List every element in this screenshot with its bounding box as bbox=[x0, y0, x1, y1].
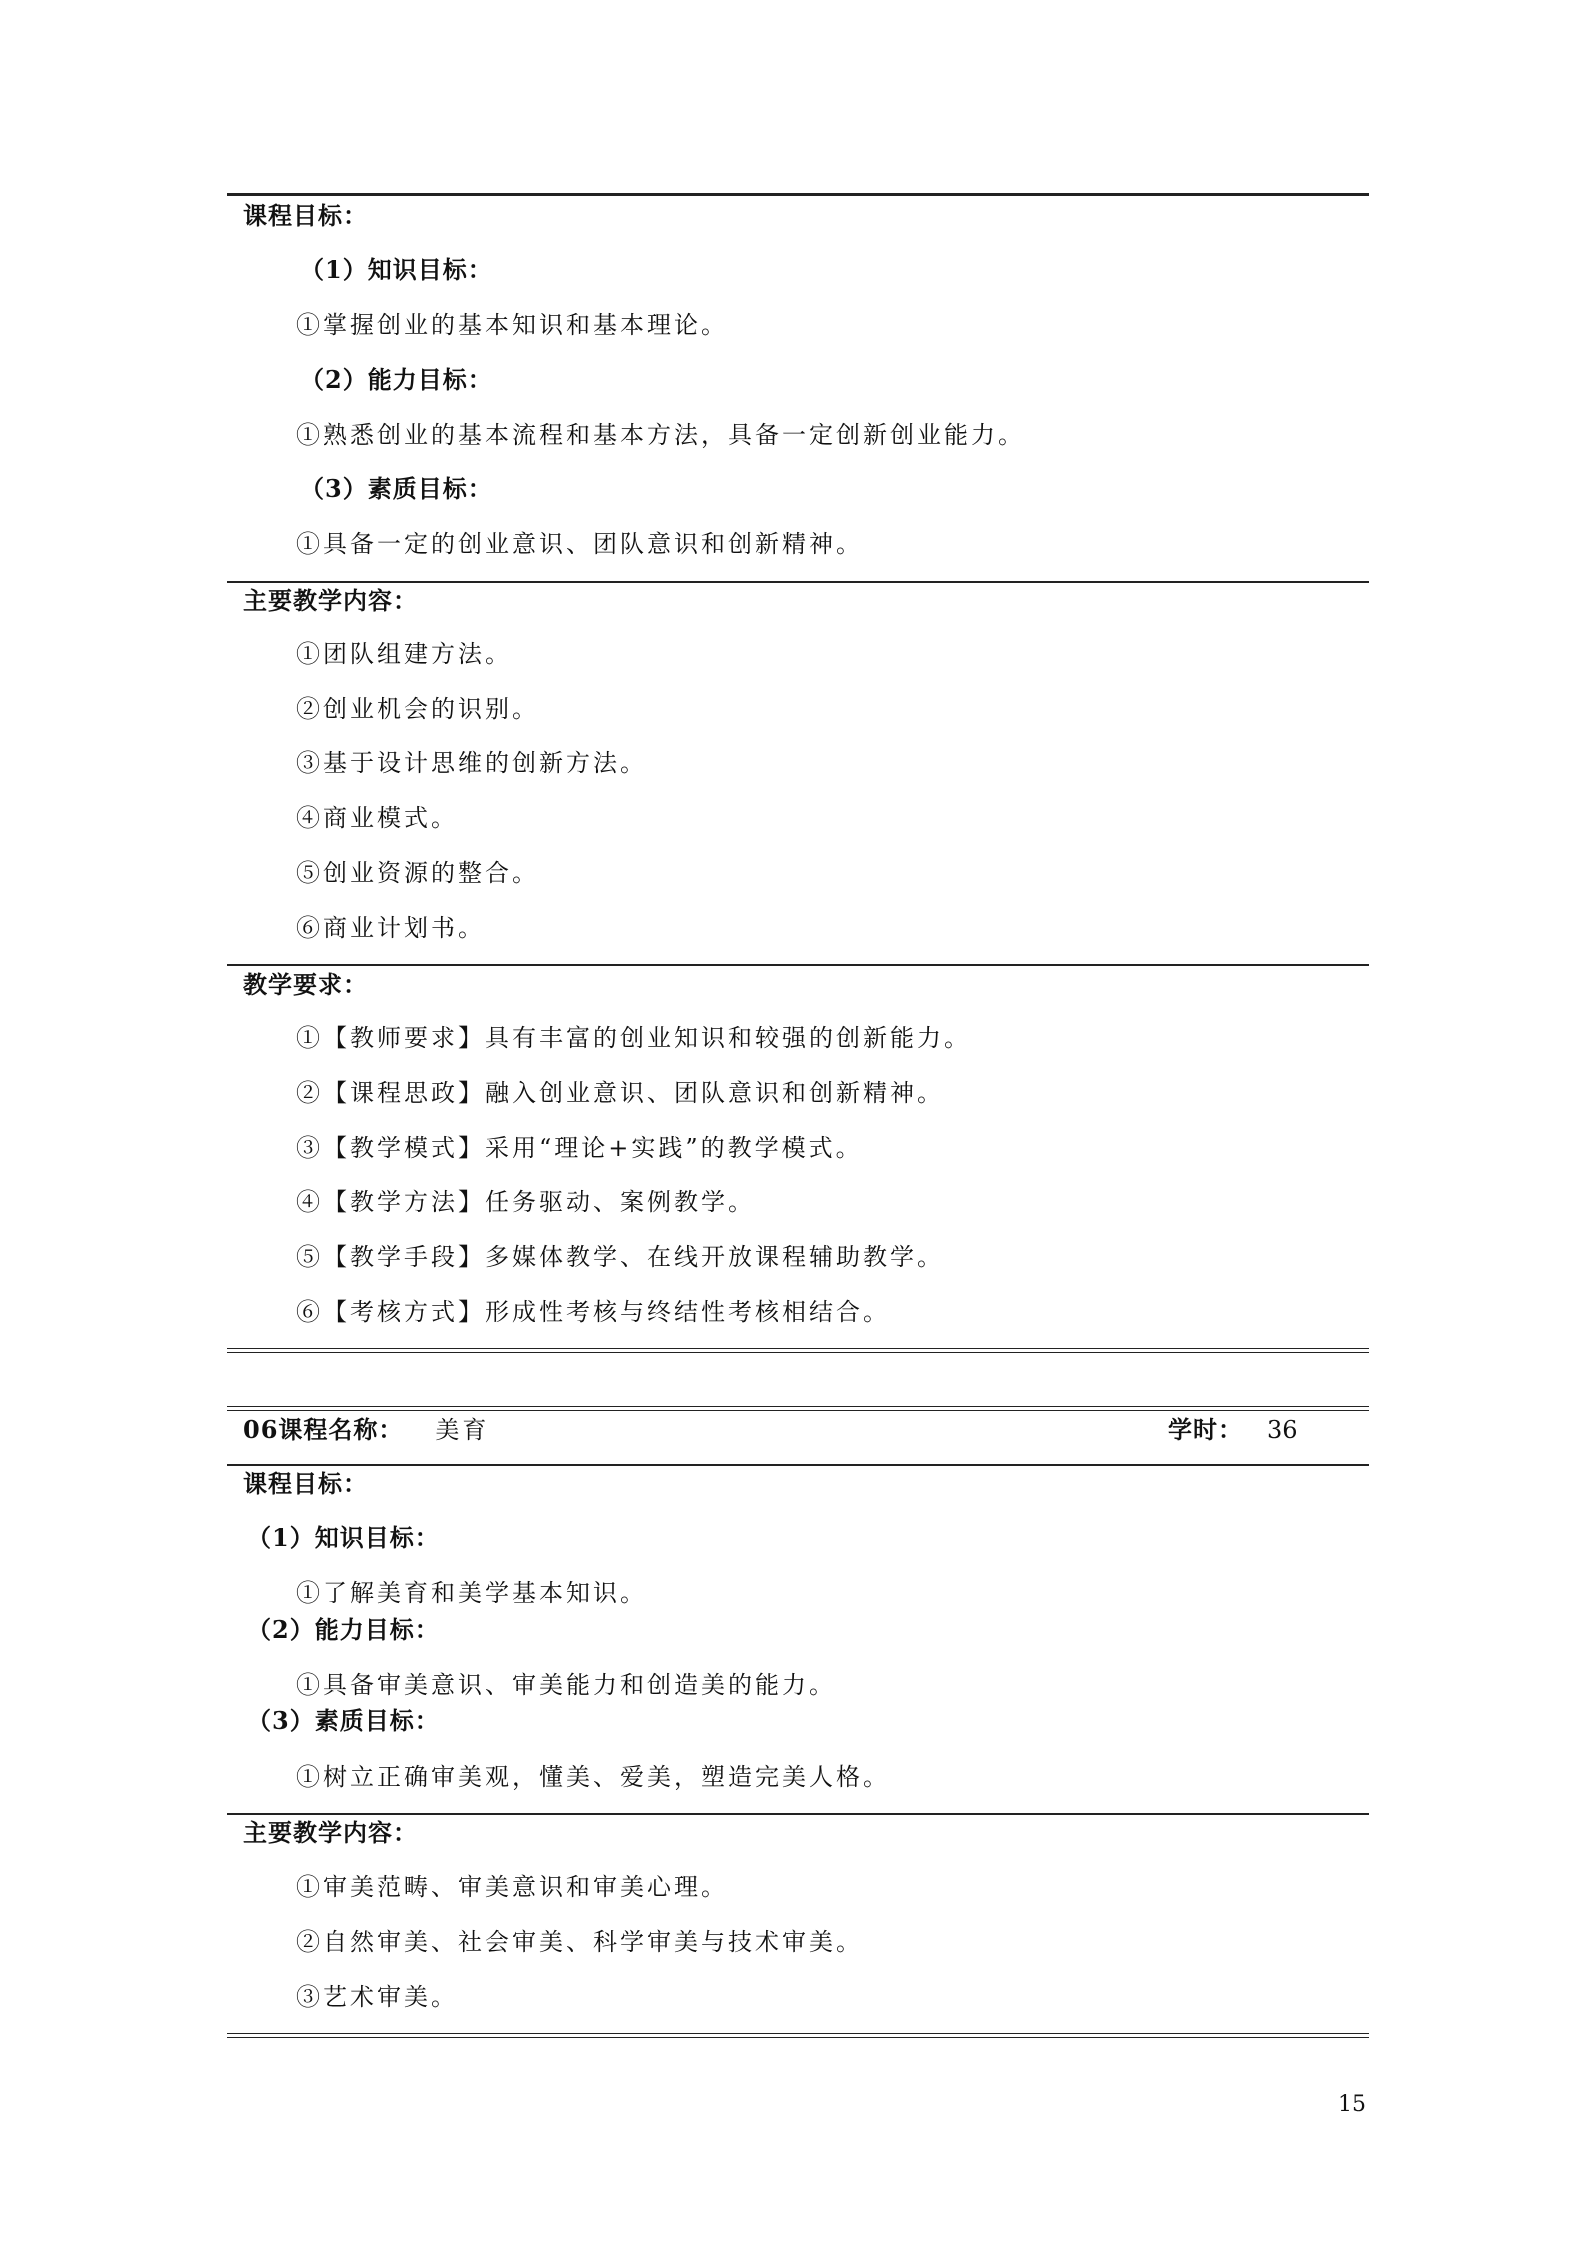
section-end-rule bbox=[227, 1348, 1369, 1353]
list-item: ③基于设计思维的创新方法。 bbox=[296, 749, 647, 777]
list-item: ④商业模式。 bbox=[296, 804, 458, 832]
course-hours bbox=[1168, 1413, 1298, 1447]
list-item: ①审美范畴、审美意识和审美心理。 bbox=[296, 1873, 728, 1901]
list-item: ①团队组建方法。 bbox=[296, 640, 512, 668]
quality-goal-label: （3）素质目标： bbox=[300, 474, 493, 503]
goals-header: 课程目标： bbox=[243, 201, 368, 230]
page-number: 15 bbox=[1338, 2092, 1366, 2117]
top-rule bbox=[227, 193, 1369, 196]
list-item: ③艺术审美。 bbox=[296, 1983, 458, 2011]
divider bbox=[227, 1813, 1369, 1815]
hours-value: 36 bbox=[1267, 1416, 1298, 1444]
content-header: 主要教学内容： bbox=[243, 1818, 418, 1847]
knowledge-goal-label: （1）知识目标： bbox=[300, 255, 493, 284]
knowledge-goal-item: ①了解美育和美学基本知识。 bbox=[296, 1579, 647, 1607]
list-item: ②【课程思政】融入创业意识、团队意识和创新精神。 bbox=[296, 1079, 944, 1107]
list-item: ⑥【考核方式】形成性考核与终结性考核相结合。 bbox=[296, 1298, 890, 1326]
divider bbox=[227, 581, 1369, 583]
section-end-rule bbox=[227, 2033, 1369, 2038]
hours-label: 学时： bbox=[1168, 1415, 1243, 1444]
list-item: ①【教师要求】具有丰富的创业知识和较强的创新能力。 bbox=[296, 1024, 971, 1052]
ability-goal-item: ①熟悉创业的基本流程和基本方法，具备一定创新创业能力。 bbox=[296, 421, 1025, 449]
list-item: ⑤【教学手段】多媒体教学、在线开放课程辅助教学。 bbox=[296, 1243, 944, 1271]
list-item: ②自然审美、社会审美、科学审美与技术审美。 bbox=[296, 1928, 863, 1956]
quality-goal-label: （3）素质目标： bbox=[247, 1706, 440, 1735]
list-item: ②创业机会的识别。 bbox=[296, 695, 539, 723]
list-item: ③【教学模式】采用“理论+实践”的教学模式。 bbox=[296, 1134, 863, 1162]
content-header: 主要教学内容： bbox=[243, 586, 418, 615]
quality-goal-item: ①具备一定的创业意识、团队意识和创新精神。 bbox=[296, 530, 863, 558]
section-start-rule bbox=[227, 1406, 1369, 1411]
course-label: 06课程名称： bbox=[243, 1415, 404, 1444]
divider bbox=[227, 1464, 1369, 1466]
knowledge-goal-item: ①掌握创业的基本知识和基本理论。 bbox=[296, 311, 728, 339]
ability-goal-item: ①具备审美意识、审美能力和创造美的能力。 bbox=[296, 1671, 836, 1699]
ability-goal-label: （2）能力目标： bbox=[247, 1615, 440, 1644]
list-item: ⑥商业计划书。 bbox=[296, 914, 485, 942]
quality-goal-item: ①树立正确审美观，懂美、爱美，塑造完美人格。 bbox=[296, 1763, 890, 1791]
knowledge-goal-label: （1）知识目标： bbox=[247, 1523, 440, 1552]
requirements-header: 教学要求： bbox=[243, 970, 368, 999]
ability-goal-label: （2）能力目标： bbox=[300, 365, 493, 394]
course-title-row bbox=[243, 1413, 1353, 1447]
list-item: ④【教学方法】任务驱动、案例教学。 bbox=[296, 1188, 755, 1216]
list-item: ⑤创业资源的整合。 bbox=[296, 859, 539, 887]
goals-header: 课程目标： bbox=[243, 1469, 368, 1498]
course-name: 美育 bbox=[435, 1416, 490, 1444]
divider bbox=[227, 964, 1369, 966]
